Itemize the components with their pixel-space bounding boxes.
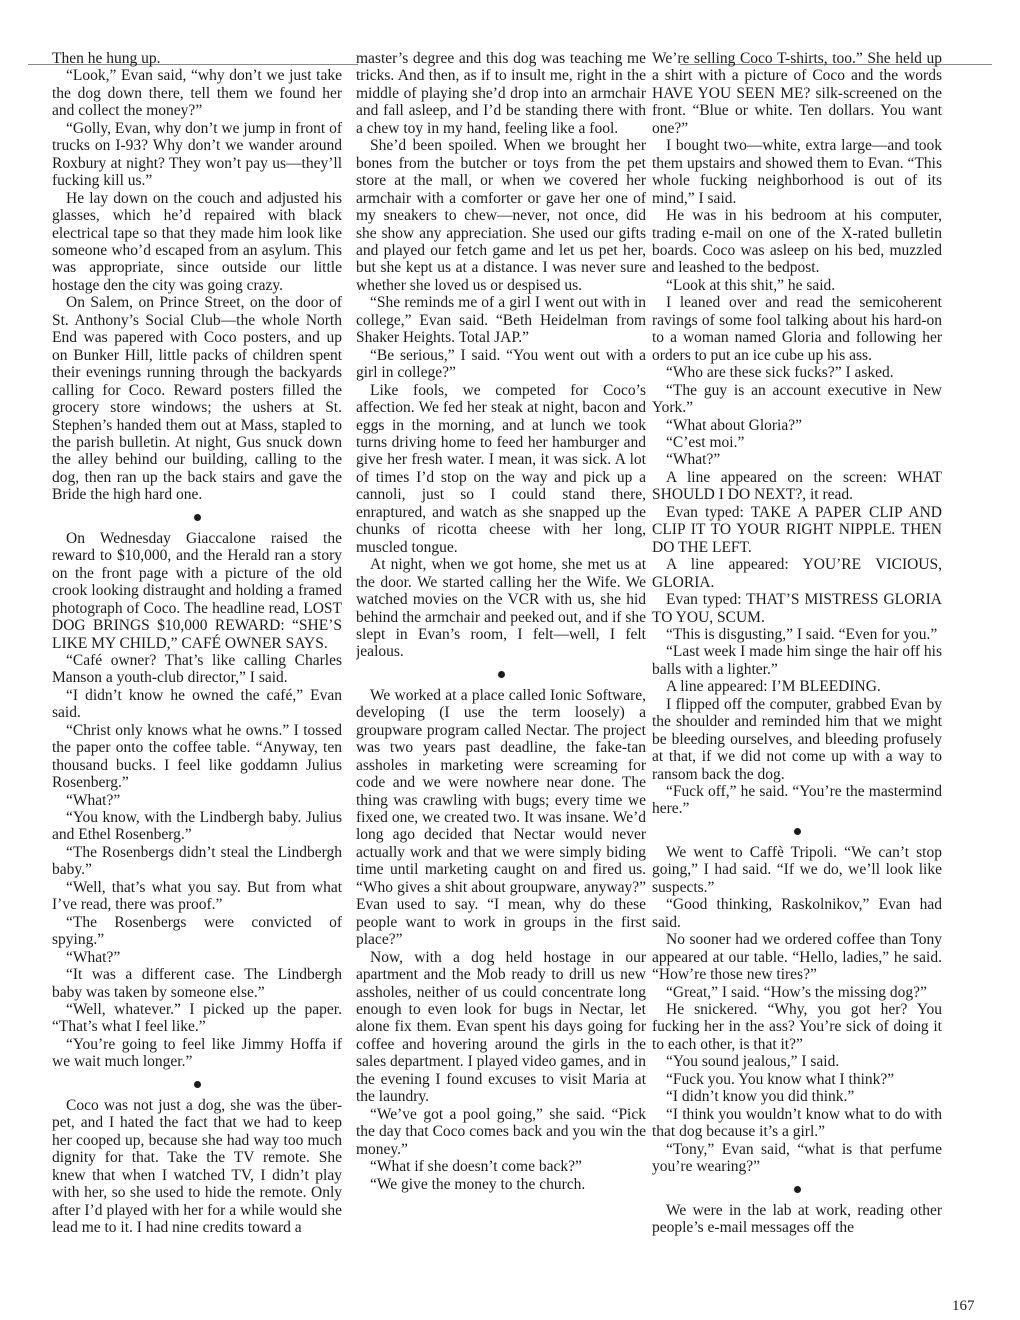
bullet-icon bbox=[794, 828, 801, 835]
paragraph: We worked at a place called Ionic Software, developing (I use the term loosely) a groupware program called Nectar. The project was two years past deadline, the fake-tan assholes in marketing were screaming for code and we were nowhere near done. The thing was crawling with bugs; every time we fixed one, we created two. It was insane. We’d long ago decided that Nectar would never actually work and that we were simply biding time until marketing caught on and fired us. “Who gives a shit about groupware, anyway?” Evan used to say. “I mean, why do these people want to work in groups in the first place?” bbox=[356, 686, 646, 949]
paragraph: master’s degree and this dog was teaching me tricks. And then, as if to insult me, right in the middle of playing she’d drop into an armchair and fall asleep, and I’d be standing there with a chew toy in my hand, feeling like a fool. bbox=[356, 50, 646, 137]
paragraph: He lay down on the couch and adjusted his glasses, which he’d repaired with black electrical tape so that they made him look like someone who’d escaped from an asylum. This was appropriate, since outside our little hostage den the city was going crazy. bbox=[52, 189, 342, 294]
paragraph: “What?” bbox=[66, 791, 121, 809]
section-break-bullet bbox=[652, 818, 942, 844]
paragraph: Evan typed: TAKE A PAPER CLIP AND CLIP IT TO YOUR RIGHT NIPPLE. THEN DO THE LEFT. bbox=[652, 503, 942, 556]
paragraph: “She reminds me of a girl I went out with in college,” Evan said. “Beth Heidelman from Shaker Heights. Total JAP.” bbox=[356, 294, 646, 347]
paragraph: No sooner had we ordered coffee than Tony appeared at our table. “Hello, ladies,” he said. “How’re those new tires?” bbox=[652, 931, 942, 984]
bullet-icon bbox=[794, 1186, 801, 1193]
paragraph: “Christ only knows what he owns.” I tossed the paper onto the coffee table. “Anyway, ten thousand bucks. I feel like goddamn Julius Rosenberg.” bbox=[52, 721, 342, 792]
paragraph: “C’est moi.” bbox=[666, 433, 745, 451]
paragraph: “I think you wouldn’t know what to do with that dog because it’s a girl.” bbox=[652, 1105, 942, 1141]
paragraph: On Salem, on Prince Street, on the door of St. Anthony’s Social Club—the whole North End was papered with Coco posters, and up on Bunker Hill, little packs of children spent their evenings running through the backyards calling for Coco. Reward posters filled the grocery store windows; the ushers at St. Stephen’s handed them out at Mass, stapled to the parish bulletin. At night, Gus snuck down the alley behind our building, calling to the dog, then ran up the back stairs and gave the Bride the high hard one. bbox=[52, 294, 342, 504]
paragraph: “I didn’t know you did think.” bbox=[666, 1088, 855, 1106]
paragraph: “Golly, Evan, why don’t we jump in front of trucks on I-93? Why don’t we wander around Roxbury at night? They won’t pay us—they’ll fucking kill us.” bbox=[52, 119, 342, 190]
paragraph: “Fuck you. You know what I think?” bbox=[666, 1070, 895, 1088]
paragraph: Coco was not just a dog, she was the über-pet, and I hated the fact that we had to keep her cooped up, because she had way too much dignity for that. Take the TV remote. She knew that when I watched TV, I didn’t play with her, so she used to hide the remote. Only after I’d played with her for a while would she lead me to it. I had nine credits toward a bbox=[52, 1096, 342, 1236]
paragraph: We were in the lab at work, reading other people’s e-mail messages off the bbox=[652, 1201, 942, 1236]
paragraph: “We give the money to the church. bbox=[370, 1175, 586, 1193]
paragraph: “Good thinking, Raskolnikov,” Evan had said. bbox=[652, 896, 942, 931]
paragraph: “You’re going to feel like Jimmy Hoffa if we wait much longer.” bbox=[52, 1035, 342, 1071]
paragraph: A line appeared: YOU’RE VICIOUS, GLORIA. bbox=[652, 556, 942, 591]
bullet-icon bbox=[194, 1081, 201, 1088]
section-break-bullet bbox=[52, 1071, 342, 1097]
paragraph: “Well, that’s what you say. But from what I’ve read, there was proof.” bbox=[52, 878, 342, 914]
paragraph: A line appeared on the screen: WHAT SHOULD I DO NEXT?, it read. bbox=[652, 468, 942, 504]
paragraph: “What?” bbox=[66, 948, 121, 966]
paragraph: I bought two—white, extra large—and took them upstairs and showed them to Evan. “This whole fucking neighborhood is out of its mind,” I said. bbox=[652, 137, 942, 207]
paragraph: “The Rosenbergs were convicted of spying.” bbox=[52, 913, 342, 949]
page-number: 167 bbox=[952, 1298, 975, 1314]
paragraph: We went to Caffè Tripoli. “We can’t stop going,” I had said. “If we do, we’ll look like suspects.” bbox=[652, 843, 942, 896]
paragraph: “What?” bbox=[666, 451, 721, 469]
paragraph: On Wednesday Giaccalone raised the reward to $10,000, and the Herald ran a story on the front page with a picture of the old crook looking distraught and holding a framed photograph of Coco. The headline read, LOST DOG BRINGS $10,000 REWARD: “SHE’S LIKE MY CHILD,” CAFÉ OWNER SAYS. bbox=[52, 529, 342, 652]
paragraph: “What about Gloria?” bbox=[666, 416, 802, 434]
paragraph: “Be serious,” I said. “You went out with a girl in college?” bbox=[356, 346, 646, 382]
paragraph: “You know, with the Lindbergh baby. Julius and Ethel Rosenberg.” bbox=[52, 809, 342, 844]
paragraph: Evan typed: THAT’S MISTRESS GLORIA TO YOU, SCUM. bbox=[652, 591, 942, 626]
paragraph: “Great,” I said. “How’s the missing dog?” bbox=[666, 983, 927, 1001]
paragraph: Like fools, we competed for Coco’s affection. We fed her steak at night, bacon and eggs in the morning, and at lunch we took turns driving home to feed her hamburger and give her fresh water. I mean, it was sick. A lot of times I’d stop on the way and pick up a cannoli, just so I could stand there, enraptured, and watch as she snapped up the chunks of ricotta cheese with her long, muscled tongue. bbox=[356, 381, 646, 556]
section-break-bullet bbox=[52, 504, 342, 530]
paragraph: “Last week I made him singe the hair off his balls with a lighter.” bbox=[652, 643, 942, 678]
bullet-icon bbox=[498, 671, 505, 678]
paragraph: “Who are these sick fucks?” I asked. bbox=[666, 364, 894, 382]
paragraph: We’re selling Coco T-shirts, too.” She held up a shirt with a picture of Coco and the words HAVE YOU SEEN ME? silk-screened on the front. “Blue or white. Ten dollars. You want one?” bbox=[652, 50, 942, 137]
paragraph: She’d been spoiled. When we brought her bones from the butcher or toys from the pet store at the mall, or when we covered her armchair with a comforter or gave her one of my sneakers to chew—never, not once, did she show any appreciation. She used our gifts and played our fetch game and let us pet her, but she kept us at a distance. I was never sure whether she loved us or despised us. bbox=[356, 137, 646, 294]
paragraph: Then he hung up. bbox=[52, 50, 161, 67]
paragraph: “Fuck off,” he said. “You’re the mastermind here.” bbox=[652, 783, 942, 818]
paragraph: “The guy is an account executive in New York.” bbox=[652, 381, 942, 417]
text-column-3 bbox=[652, 50, 942, 1300]
text-column-1 bbox=[52, 50, 342, 1300]
paragraph: He snickered. “Why, you got her? You fucking her in the ass? You’re sick of doing it to each other, is that it?” bbox=[652, 1001, 942, 1053]
paragraph: “It was a different case. The Lindbergh baby was taken by someone else.” bbox=[52, 966, 342, 1001]
paragraph: A line appeared: I’M BLEEDING. bbox=[666, 678, 881, 696]
paragraph: “What if she doesn’t come back?” bbox=[370, 1158, 582, 1176]
section-break-bullet bbox=[356, 661, 646, 687]
paragraph: I leaned over and read the semicoherent ravings of some fool talking about his hard-on to a woman named Gloria and following her orders to put an ice cube up his ass. bbox=[652, 294, 942, 364]
text-column-2 bbox=[356, 50, 646, 1300]
paragraph: Now, with a dog held hostage in our apartment and the Mob ready to drill us new assholes, neither of us could concentrate long enough to even look for bugs in Nectar, let alone fix them. Evan spent his days going for coffee and hovering around the girls in the sales department. I played video games, and in the evening I found excuses to visit Maria at the laundry. bbox=[356, 948, 646, 1106]
paragraph: “We’ve got a pool going,” she said. “Pick the day that Coco comes back and you win the money.” bbox=[356, 1105, 646, 1158]
paragraph: “Café owner? That’s like calling Charles Manson a youth-club director,” I said. bbox=[52, 651, 342, 687]
paragraph: “I didn’t know he owned the café,” Evan said. bbox=[52, 686, 342, 722]
section-break-bullet bbox=[652, 1176, 942, 1202]
paragraph: “Look at this shit,” he said. bbox=[666, 276, 836, 294]
paragraph: I flipped off the computer, grabbed Evan by the shoulder and reminded him that we might be bleeding ourselves, and bleeding profusely at that, if we did not come up with a way to ransom back the dog. bbox=[652, 695, 942, 783]
paragraph: At night, when we got home, she met us at the door. We started calling her the Wife. We watched movies on the VCR with us, she hid behind the armchair and peeked out, and if she slept in Evan’s room, I felt—well, I felt jealous. bbox=[356, 556, 646, 661]
paragraph: “Tony,” Evan said, “what is that perfume you’re wearing?” bbox=[652, 1140, 942, 1176]
paragraph: “This is disgusting,” I said. “Even for you.” bbox=[666, 625, 938, 643]
paragraph: “Well, whatever.” I picked up the paper. “That’s what I feel like.” bbox=[52, 1001, 342, 1036]
paragraph: “You sound jealous,” I said. bbox=[666, 1053, 840, 1071]
paragraph: “Look,” Evan said, “why don’t we just take the dog down there, tell them we found her and collect the money?” bbox=[52, 67, 342, 120]
paragraph: “The Rosenbergs didn’t steal the Lindbergh baby.” bbox=[52, 843, 342, 879]
paragraph: He was in his bedroom at his computer, trading e-mail on one of the X-rated bulletin boards. Coco was asleep on his bed, muzzled and leashed to the bedpost. bbox=[652, 207, 942, 277]
bullet-icon bbox=[194, 514, 201, 521]
